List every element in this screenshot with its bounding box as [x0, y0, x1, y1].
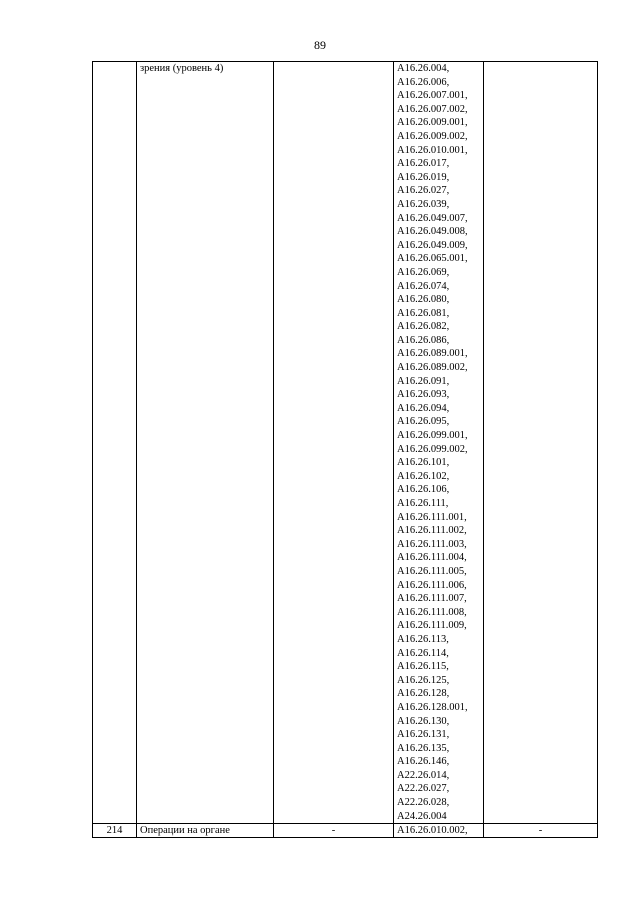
service-code: A16.26.111.007, [397, 593, 467, 605]
table-row [93, 824, 598, 838]
service-code: A16.26.049.007, [397, 212, 468, 224]
service-code: A16.26.128.001, [397, 701, 468, 713]
service-code: A16.26.111.006, [397, 579, 467, 591]
service-code: A16.26.006, [397, 76, 450, 88]
service-code: A16.26.089.001, [397, 348, 468, 360]
service-code: A16.26.049.009, [397, 239, 468, 251]
service-code: A16.26.128, [397, 688, 450, 700]
row-col3-cell: - [274, 824, 394, 838]
service-code: A16.26.102, [397, 470, 450, 482]
service-code: A16.26.135, [397, 742, 450, 754]
service-code: A16.26.069, [397, 266, 450, 278]
service-code: A16.26.093, [397, 389, 450, 401]
service-code: A16.26.111.005, [397, 565, 467, 577]
row-col5-cell [484, 62, 598, 824]
row-col5-cell: - [484, 824, 598, 838]
row-number-cell [93, 62, 137, 824]
service-code: A24.26.004 [397, 810, 447, 822]
service-code: A16.26.130, [397, 715, 450, 727]
service-code: A22.26.014, [397, 769, 450, 781]
service-code: A16.26.094, [397, 402, 450, 414]
service-code: A16.26.125, [397, 674, 450, 686]
service-code: A16.26.131, [397, 729, 450, 741]
service-code: A16.26.099.001, [397, 430, 468, 442]
service-code: A16.26.027, [397, 185, 450, 197]
service-code: A16.26.099.002, [397, 443, 468, 455]
service-code: A16.26.010.002, [397, 825, 468, 837]
service-code: A22.26.028, [397, 797, 450, 809]
service-code: A16.26.089.002, [397, 362, 468, 374]
row-codes-cell [394, 824, 484, 838]
service-code: A16.26.007.002, [397, 103, 468, 115]
service-code: A16.26.095, [397, 416, 450, 428]
service-code: A16.26.074, [397, 280, 450, 292]
service-code: A16.26.009.002, [397, 130, 468, 142]
service-code: A16.26.146, [397, 756, 450, 768]
codes-list [397, 62, 480, 823]
service-code: A16.26.007.001, [397, 90, 468, 102]
service-code: A16.26.009.001, [397, 117, 468, 129]
service-code: A16.26.111, [397, 498, 449, 509]
service-code: A22.26.027, [397, 783, 450, 795]
row-number-cell: 214 [93, 824, 137, 838]
service-code: A16.26.101, [397, 457, 450, 469]
service-code: A16.26.111.009, [397, 620, 467, 632]
service-code: A16.26.039, [397, 198, 450, 210]
service-code: A16.26.111.003, [397, 538, 467, 550]
table-row [93, 62, 598, 824]
service-code: A16.26.114, [397, 647, 449, 659]
service-code: A16.26.010.001, [397, 144, 468, 156]
row-name-cell: зрения (уровень 4) [137, 62, 274, 824]
service-code: A16.26.086, [397, 334, 450, 346]
service-code: A16.26.106, [397, 484, 450, 496]
service-code: A16.26.111.008, [397, 606, 467, 618]
service-code: A16.26.065.001, [397, 253, 468, 265]
service-code: A16.26.019, [397, 171, 450, 183]
tariff-table [92, 61, 598, 838]
page-number: 89 [314, 38, 326, 52]
service-code: A16.26.017, [397, 158, 450, 170]
row-name-cell: Операции на органе [137, 824, 274, 838]
service-code: A16.26.113, [397, 633, 449, 645]
service-code: A16.26.080, [397, 294, 450, 306]
service-code: A16.26.111.001, [397, 511, 467, 523]
service-code: A16.26.111.004, [397, 552, 467, 564]
service-code: A16.26.091, [397, 375, 450, 387]
service-code: A16.26.111.002, [397, 525, 467, 537]
row-col3-cell [274, 62, 394, 824]
service-code: A16.26.049.008, [397, 226, 468, 238]
service-code: A16.26.115, [397, 661, 449, 673]
row-codes-cell [394, 62, 484, 824]
codes-list [397, 824, 480, 837]
service-code: A16.26.004, [397, 63, 450, 74]
service-code: A16.26.081, [397, 307, 450, 319]
service-code: A16.26.082, [397, 321, 450, 333]
